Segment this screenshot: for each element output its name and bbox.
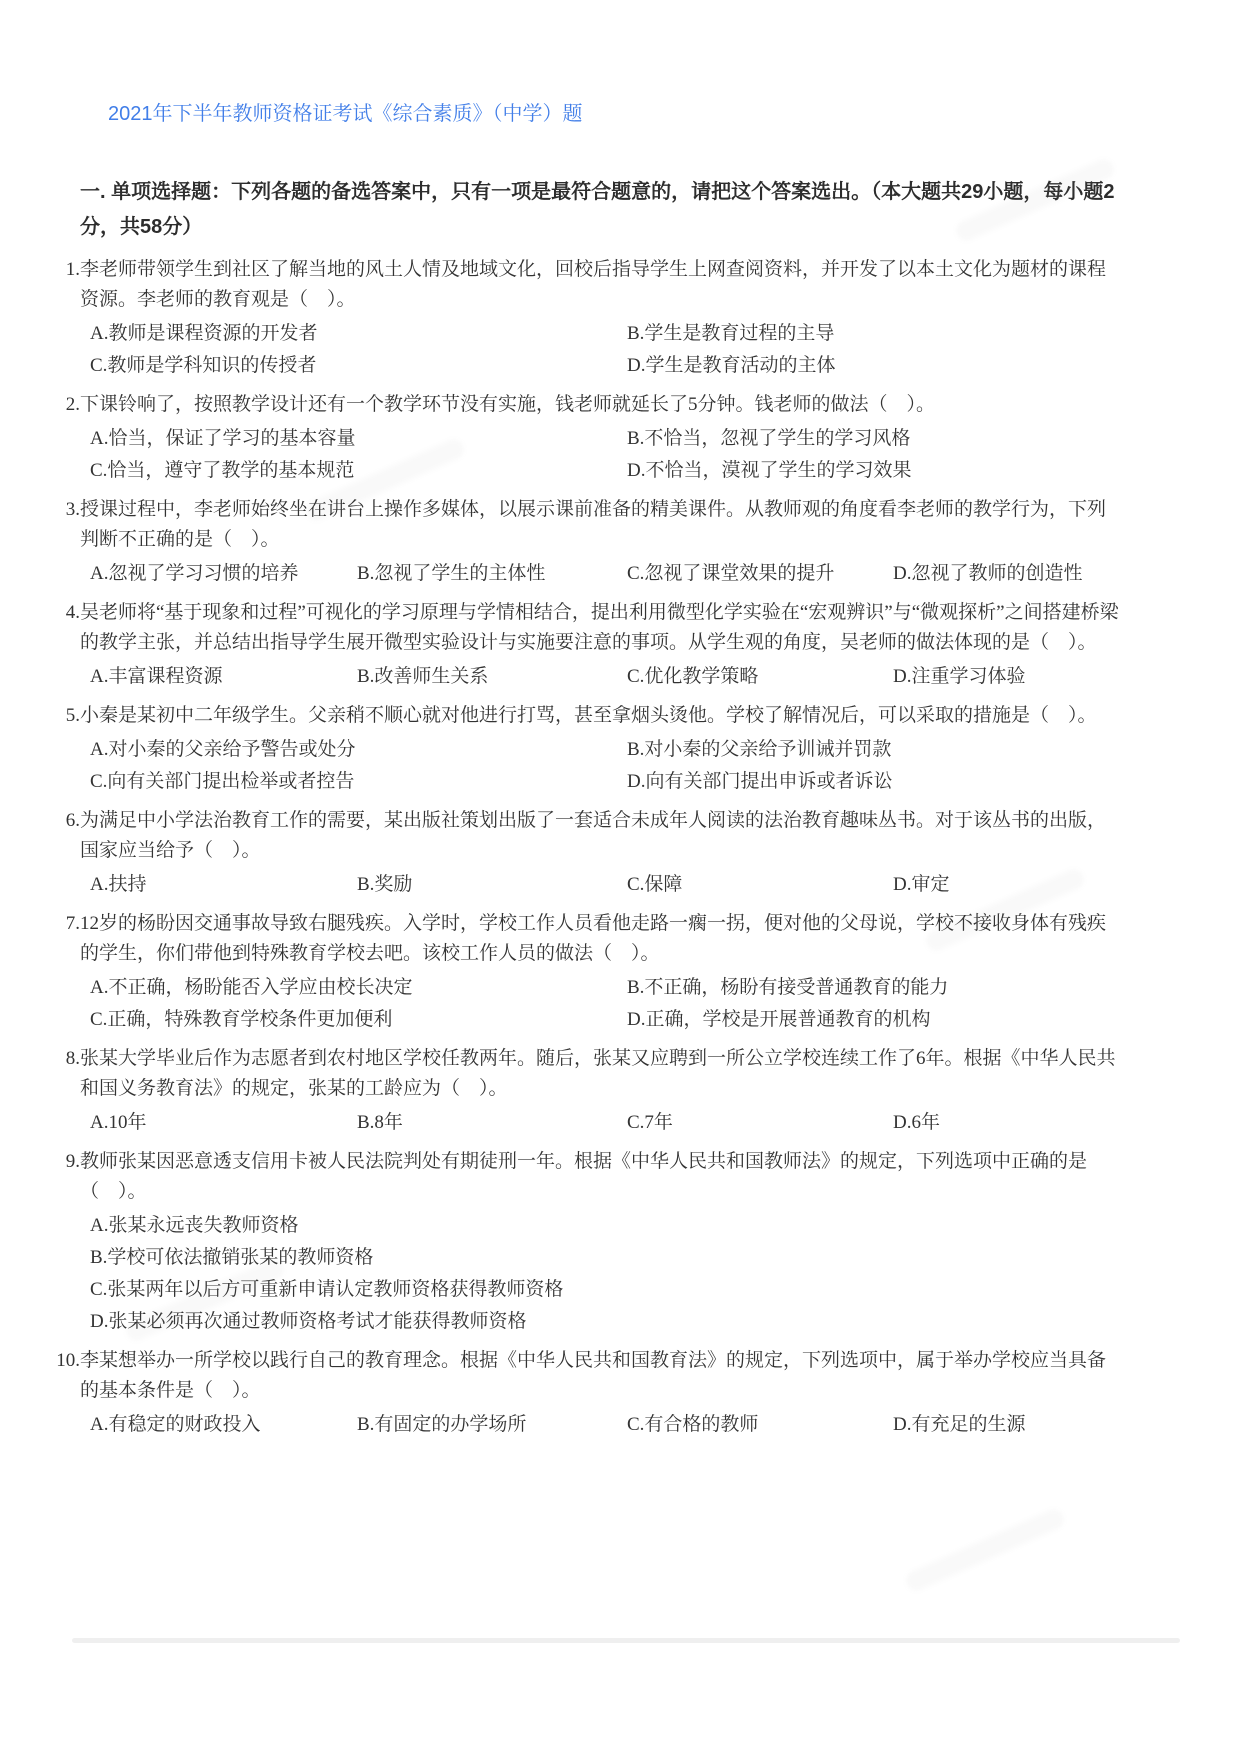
question-options xyxy=(90,1108,1124,1138)
question-text: 小秦是某初中二年级学生。父亲稍不顺心就对他进行打骂，甚至拿烟头烫他。学校了解情况后，可以采取的措施是（ ）。 xyxy=(80,705,1097,726)
option-d: D.正确，学校是开展普通教育的机构 xyxy=(627,1009,931,1030)
question xyxy=(65,1147,1124,1337)
page-divider xyxy=(72,1638,1180,1643)
question-options xyxy=(90,559,1124,589)
option-c: C.优化教学策略 xyxy=(627,666,759,687)
question-stem xyxy=(65,255,1124,315)
question-number: 1. xyxy=(65,259,80,280)
option-c: C.向有关部门提出检举或者控告 xyxy=(90,771,355,792)
question-options xyxy=(90,1211,1124,1337)
option-d: D.有充足的生源 xyxy=(893,1414,1026,1435)
question-number: 7. xyxy=(65,913,80,934)
question-number: 8. xyxy=(65,1048,80,1069)
question xyxy=(65,390,1124,486)
question-stem xyxy=(65,806,1124,866)
question-options xyxy=(90,424,1124,486)
question-stem xyxy=(65,390,1124,420)
option-a: A.扶持 xyxy=(90,874,147,895)
question xyxy=(65,1044,1124,1138)
option-c: C.教师是学科知识的传授者 xyxy=(90,355,317,376)
question xyxy=(65,806,1124,900)
question-stem xyxy=(65,1044,1124,1104)
option-b: B.有固定的办学场所 xyxy=(357,1414,527,1435)
option-b: B.改善师生关系 xyxy=(357,666,489,687)
option-a: A.教师是课程资源的开发者 xyxy=(90,323,318,344)
option-b: B.学校可依法撤销张某的教师资格 xyxy=(90,1247,374,1268)
option-c: C.张某两年以后方可重新申请认定教师资格获得教师资格 xyxy=(90,1279,564,1300)
question xyxy=(65,255,1124,381)
question-number: 3. xyxy=(65,499,80,520)
question-number: 5. xyxy=(65,705,80,726)
question-stem xyxy=(65,598,1124,658)
question-options xyxy=(90,662,1124,692)
page-title: 2021年下半年教师资格证考试《综合素质》（中学）题 xyxy=(108,103,583,125)
question-text: 张某大学毕业后作为志愿者到农村地区学校任教两年。随后，张某又应聘到一所公立学校连续工作了6年。根据《中华人民共和国义务教育法》的规定，张某的工龄应为（ ）。 xyxy=(80,1048,1116,1099)
option-a: A.不正确，杨盼能否入学应由校长决定 xyxy=(90,977,413,998)
question-text: 下课铃响了，按照教学设计还有一个教学环节没有实施，钱老师就延长了5分钟。钱老师的做法（ ）。 xyxy=(80,394,936,415)
question-options xyxy=(90,1410,1124,1440)
question-text: 授课过程中，李老师始终坐在讲台上操作多媒体，以展示课前准备的精美课件。从教师观的角度看李老师的教学行为，下列判断不正确的是（ ）。 xyxy=(80,499,1107,550)
question-options xyxy=(90,973,1124,1035)
option-c: C.有合格的教师 xyxy=(627,1414,759,1435)
question-text: 12岁的杨盼因交通事故导致右腿残疾。入学时，学校工作人员看他走路一瘸一拐，便对他的父母说，学校不接收身体有残疾的学生，你们带他到特殊教育学校去吧。该校工作人员的做法（ ）。 xyxy=(80,913,1107,964)
option-a: A.丰富课程资源 xyxy=(90,666,223,687)
option-b: B.学生是教育过程的主导 xyxy=(627,323,835,344)
question-text: 吴老师将“基于现象和过程”可视化的学习原理与学情相结合，提出利用微型化学实验在“宏观辨识”与“微观探析”之间搭建桥梁的教学主张，并总结出指导学生展开微型实验设计与实施要注意的事项。从学生观的角度，吴老师的做法体现的是（ ）。 xyxy=(80,602,1119,653)
option-d: D.忽视了教师的创造性 xyxy=(893,563,1083,584)
question-stem xyxy=(65,1147,1124,1207)
option-b: B.8年 xyxy=(357,1112,403,1133)
question-number: 10. xyxy=(56,1350,80,1371)
question-stem xyxy=(56,1346,1124,1406)
option-a: A.有稳定的财政投入 xyxy=(90,1414,261,1435)
watermark xyxy=(903,1506,1066,1593)
option-d: D.注重学习体验 xyxy=(893,666,1026,687)
option-b: B.不恰当，忽视了学生的学习风格 xyxy=(627,428,911,449)
question-text: 李老师带领学生到社区了解当地的风土人情及地域文化，回校后指导学生上网查阅资料，并开发了以本土文化为题材的课程资源。李老师的教育观是（ ）。 xyxy=(80,259,1107,310)
question xyxy=(56,1346,1124,1440)
option-a: A.10年 xyxy=(90,1112,147,1133)
option-a: A.忽视了学习习惯的培养 xyxy=(90,563,299,584)
option-d: D.审定 xyxy=(893,874,950,895)
question-number: 6. xyxy=(65,810,80,831)
option-c: C.保障 xyxy=(627,874,683,895)
question xyxy=(65,495,1124,589)
option-a: A.恰当，保证了学习的基本容量 xyxy=(90,428,356,449)
question-options xyxy=(90,735,1124,797)
option-d: D.学生是教育活动的主体 xyxy=(627,355,836,376)
option-b: B.不正确，杨盼有接受普通教育的能力 xyxy=(627,977,949,998)
question xyxy=(65,701,1124,797)
option-b: B.对小秦的父亲给予训诫并罚款 xyxy=(627,739,892,760)
option-a: A.对小秦的父亲给予警告或处分 xyxy=(90,739,356,760)
question-options xyxy=(90,319,1124,381)
question xyxy=(65,598,1124,692)
option-d: D.6年 xyxy=(893,1112,940,1133)
option-d: D.不恰当，漠视了学生的学习效果 xyxy=(627,460,912,481)
question-text: 李某想举办一所学校以践行自己的教育理念。根据《中华人民共和国教育法》的规定，下列选项中，属于举办学校应当具备的基本条件是（ ）。 xyxy=(80,1350,1107,1401)
question-stem xyxy=(65,701,1124,731)
question-options xyxy=(90,870,1124,900)
option-a: A.张某永远丧失教师资格 xyxy=(90,1215,299,1236)
option-c: C.7年 xyxy=(627,1112,673,1133)
option-b: B.奖励 xyxy=(357,874,413,895)
question-text: 为满足中小学法治教育工作的需要，某出版社策划出版了一套适合未成年人阅读的法治教育趣味丛书。对于该丛书的出版，国家应当给予（ ）。 xyxy=(80,810,1107,861)
option-c: C.忽视了课堂效果的提升 xyxy=(627,563,835,584)
question-number: 4. xyxy=(65,602,80,623)
question-number: 9. xyxy=(65,1151,80,1172)
question-stem xyxy=(65,909,1124,969)
option-d: D.张某必须再次通过教师资格考试才能获得教师资格 xyxy=(90,1311,527,1332)
option-c: C.正确，特殊教育学校条件更加便利 xyxy=(90,1009,393,1030)
question-number: 2. xyxy=(65,394,80,415)
question-stem xyxy=(65,495,1124,555)
option-d: D.向有关部门提出申诉或者诉讼 xyxy=(627,771,893,792)
question-list xyxy=(0,255,1240,1440)
section-header: 一. 单项选择题：下列各题的备选答案中，只有一项是最符合题意的，请把这个答案选出。（本大题共29小题，每小题2分，共58分） xyxy=(80,181,1115,238)
question-text: 教师张某因恶意透支信用卡被人民法院判处有期徒刑一年。根据《中华人民共和国教师法》的规定，下列选项中正确的是（ ）。 xyxy=(80,1151,1088,1202)
option-b: B.忽视了学生的主体性 xyxy=(357,563,546,584)
option-c: C.恰当，遵守了教学的基本规范 xyxy=(90,460,355,481)
question xyxy=(65,909,1124,1035)
